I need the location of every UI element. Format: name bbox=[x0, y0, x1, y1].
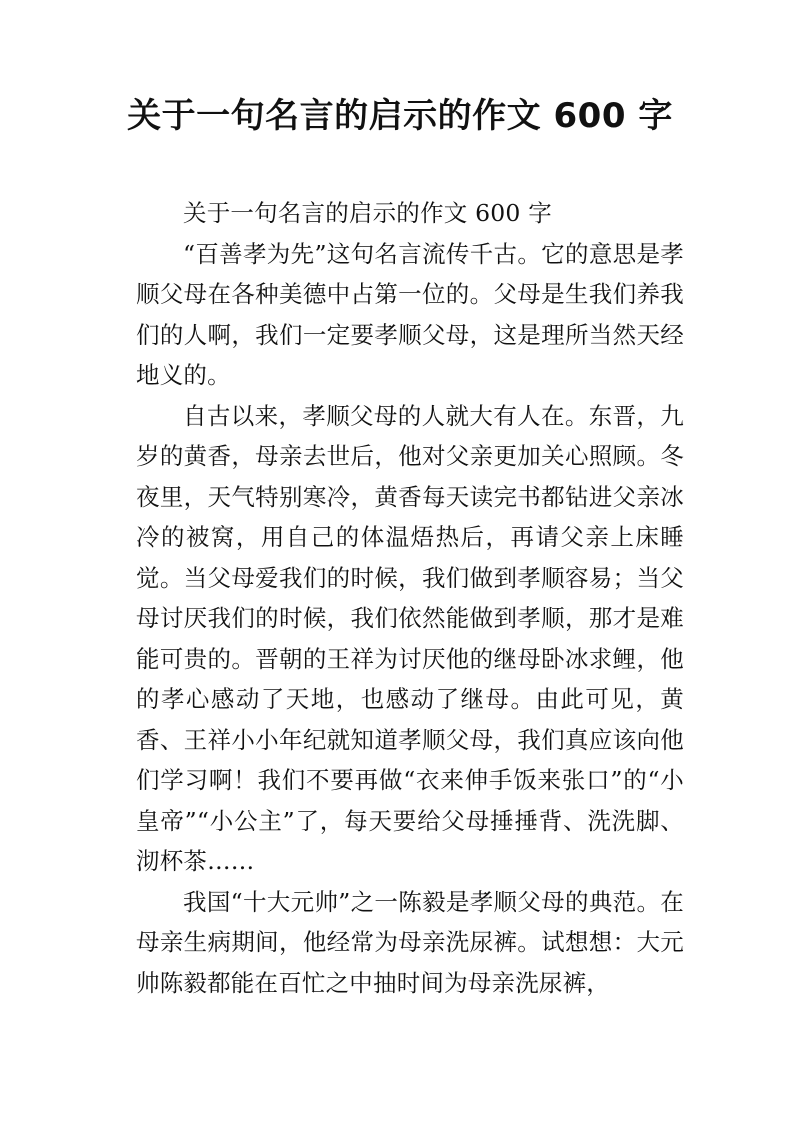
page-title: 关于一句名言的启示的作文 600 字 bbox=[127, 96, 673, 136]
paragraph-heading: 关于一句名言的启示的作文 600 字 bbox=[183, 199, 552, 227]
paragraph: “百善孝为先”这句名言流传千古。它的意思是孝顺父母在各种美德中占第一位的。父母是生我们养我们的人啊，我们一定要孝顺父母，这是理所当然天经地义的。 bbox=[136, 239, 684, 389]
essay-body bbox=[136, 193, 684, 1003]
paragraph: 我国“十大元帅”之一陈毅是孝顺父母的典范。在母亲生病期间，他经常为母亲洗尿裤。试想想：大元帅陈毅都能在百忙之中抽时间为母亲洗尿裤， bbox=[136, 887, 684, 997]
paragraph: 自古以来，孝顺父母的人就大有人在。东晋，九岁的黄香，母亲去世后，他对父亲更加关心照顾。冬夜里，天气特别寒冷，黄香每天读完书都钻进父亲冰冷的被窝，用自己的体温焐热后，再请父亲上床睡觉。当父母爱我们的时候，我们做到孝顺容易；当父母讨厌我们的时候，我们依然能做到孝顺，那才是难能可贵的。晋朝的王祥为讨厌他的继母卧冰求鲤，他的孝心感动了天地，也感动了继母。由此可见，黄香、王祥小小年纪就知道孝顺父母，我们真应该向他们学习啊！我们不要再做“衣来伸手饭来张口”的“小皇帝”“小公主”了，每天要给父母捶捶背、洗洗脚、沏杯茶…… bbox=[136, 401, 684, 875]
